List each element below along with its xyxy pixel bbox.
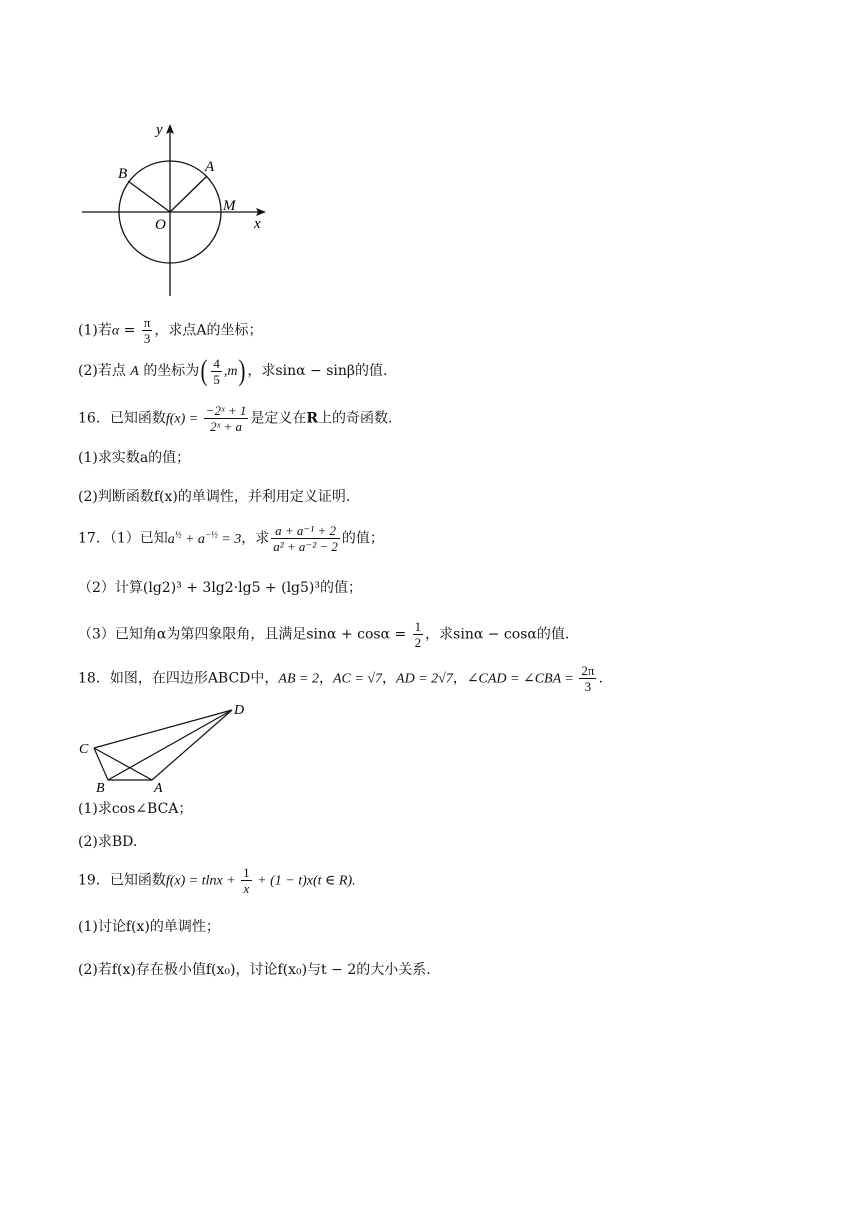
segment-CB <box>94 748 108 780</box>
label-C: C <box>79 742 89 757</box>
segment-BD <box>108 710 232 780</box>
q19-stem: 19．已知函数f(x) = tlnx + $\frac{1}{x}$ + (1 − t)x(t ∈ R). <box>78 865 356 896</box>
label-B: B <box>118 166 128 182</box>
q16-part2: (2)判断函数f(x)的单调性，并利用定义证明. <box>78 489 351 505</box>
label-O: O <box>155 217 166 233</box>
ray-OB <box>128 181 170 212</box>
quadrilateral-figure <box>74 698 260 794</box>
label-y: y <box>156 122 163 138</box>
fraction-pi-over-3: $\frac{\pi}{3}$ <box>143 315 151 346</box>
q18-part1: (1)求cos∠BCA； <box>78 801 193 817</box>
q15-part1: (1)若α = $\frac{\pi}{3}$ ，求点A的坐标； <box>78 315 263 346</box>
q18-part2: (2)求BD. <box>78 834 138 850</box>
label-B: B <box>96 781 105 794</box>
label-D: D <box>234 703 245 718</box>
q17-part1: 17．（1）已知$a^{\frac{1}{2}} + a^{-\frac{1}{2}} = 3$，求 $\frac{\text{a + a⁻¹ + 2}}{\text{a² + a⁻² − 2}}$ 的值； <box>78 523 384 554</box>
q15-part2: (2)若点 A 的坐标为( $\frac{4}{5}$ ,m) ，求sinα − sinβ的值. <box>78 354 388 387</box>
label-A: A <box>205 159 215 175</box>
q16-part1: (1)求实数a的值； <box>78 450 191 466</box>
segment-CD <box>94 710 232 748</box>
label-x: x <box>254 216 261 232</box>
ray-OA <box>170 176 207 212</box>
segment-CA <box>94 748 152 780</box>
q17-part3: （3）已知角α为第四象限角，且满足sinα + cosα = $\frac{1}{2}$ ，求sinα − cosα的值. <box>78 619 570 650</box>
q19-part2: (2)若f(x)存在极小值f(x₀)，讨论f(x₀)与t − 2的大小关系. <box>78 962 431 978</box>
unit-circle-figure <box>78 118 278 300</box>
q18-stem: 18．如图，在四边形ABCD中，AB = 2，AC = √7，AD = 2√7，∠CAD = ∠CBA = $\frac{2\pi}{3}$ . <box>78 663 603 694</box>
q16-stem: 16．已知函数f(x) = $\frac{\text{−2ˣ + 1}}{\text{2ˣ + a}}$ 是定义在R上的奇函数. <box>78 403 393 434</box>
label-A: A <box>154 781 163 794</box>
label-M: M <box>223 198 236 214</box>
q17-part2: （2）计算(lg2)³ + 3lg2·lg5 + (lg5)³的值； <box>78 580 362 596</box>
q19-part1: (1)讨论f(x)的单调性； <box>78 919 220 935</box>
